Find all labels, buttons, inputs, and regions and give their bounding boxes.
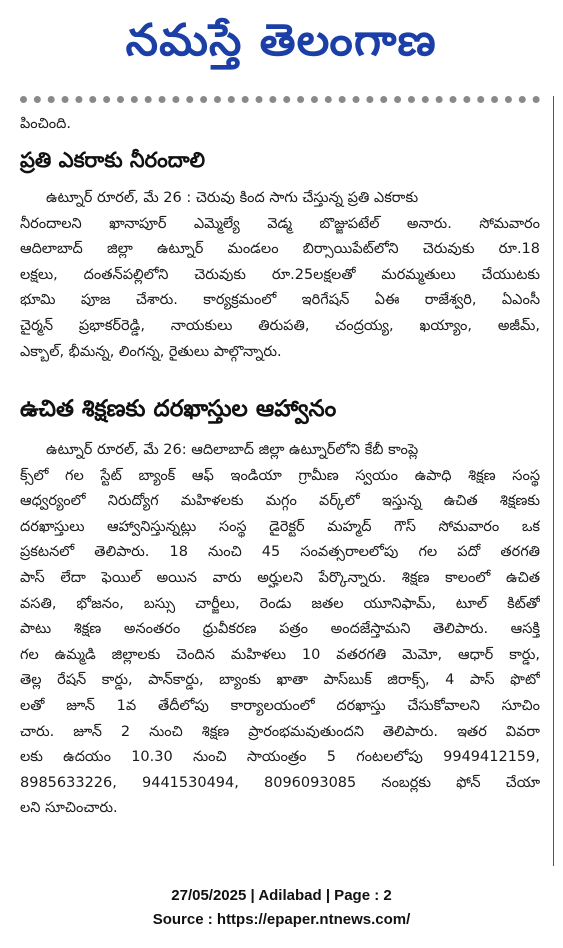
story1-line: ఎక్బాల్, భీమన్న, లింగన్న, రైతులు పాల్గొన్నారు. — [20, 343, 282, 360]
story2-line: చారు. జూన్ 2 నుంచి శిక్షణ ప్రారంభమవుతుందని తెలిపారు. ఇతర వివరా — [20, 723, 540, 740]
fragment-line: పించింది. — [20, 116, 71, 132]
story1-headline: ప్రతి ఎకరాకు నీరందాలి — [20, 148, 205, 172]
footer-date-edition: 27/05/2025 | Adilabad | Page : 2 — [171, 887, 392, 904]
story1-line: ఆదిలాబాద్ జిల్లా ఉట్నూర్ మండలం బిర్సాయిపేట్‌లోని చెరువుకు రూ.18 — [20, 241, 540, 258]
story2-body — [20, 438, 540, 822]
story2-headline: ఉచిత శిక్షణకు దరఖాస్తుల ఆహ్వానం — [20, 396, 337, 422]
story2-line: వసతి, భోజనం, బస్సు చార్జీలు, రెండు జతల యూనిఫామ్, టూల్ కిట్‌తో — [20, 595, 540, 612]
story2-line: లతో జూన్ 1వ తేదీలోపు కార్యాలయంలో దరఖాస్తు చేసుకోవాలని సూచిం — [20, 697, 540, 714]
story2-line: గల ఉమ్మడి జిల్లాలకు చెందిన మహిళలు 10 వతరగతి మెమో, ఆధార్ కార్డు, — [20, 646, 540, 663]
story1-line: భూమి పూజ చేశారు. కార్యక్రమంలో ఇరిగేషన్ ఏఈ రాజేశ్వరి, ఏఎంసీ — [20, 292, 540, 309]
story2-line: దరఖాస్తులు ఆహ్వానిస్తున్నట్లు సంస్థ డైరెక్టర్ మహ్మద్ గౌస్ సోమవారం ఒక — [20, 518, 540, 535]
story1-line: నీరందాలని ఖానాపూర్ ఎమ్మెల్యే వెడ్మ బొజ్జుపటేల్ అనారు. సోమవారం — [20, 215, 540, 232]
previous-article-fragment — [20, 112, 540, 138]
story2-line: లని సూచించారు. — [20, 800, 118, 817]
story2-line: పాస్ లేదా ఫెయిల్ అయిన వారు అర్హులని పేర్కొన్నారు. శిక్షణ కాలంలో ఉచిత — [20, 569, 540, 586]
newspaper-clipping — [8, 96, 554, 866]
story1-line: ఉట్నూర్ రూరల్, మే 26 : చెరువు కింద సాగు చేస్తున్న ప్రతి ఎకరాకు — [46, 190, 419, 206]
story2-line: 8985633226, 9441530494, 8096093085 నంబర్లకు ఫోన్ చేయా — [20, 774, 540, 791]
story2-line: ఆధ్వర్యంలో నిరుద్యోగ మహిళలకు మగ్గం వర్క్‌లో ఇస్తున్న ఉచిత శిక్షణకు — [20, 493, 540, 510]
story1-line: లక్షలు, దంతన్‌పల్లిలోని చెరువుకు రూ.25లక్షలతో మరమ్మతులు చేయుటకు — [20, 266, 540, 283]
story2-line: ప్రకటనలో తెలిపారు. 18 నుంచి 45 సంవత్సరాలలోపు గల పదో తరగతి — [20, 544, 540, 561]
story2-line: పాటు శిక్షణ అనంతరం ధ్రువీకరణ పత్రం అందజేస్తామని తెలిపారు. ఆసక్తి — [20, 621, 540, 638]
story2-line: ఉట్నూర్ రూరల్, మే 26: ఆదిలాబాద్ జిల్లా ఉట్నూర్‌లోని కేబీ కాంప్లె — [46, 442, 419, 458]
story1-body — [20, 186, 540, 365]
story2-line: తెల్ల రేషన్ కార్డు, పాన్‌కార్డు, బ్యాంకు ఖాతా పాస్‌బుక్ జిరాక్స్, 4 పాస్ ఫొటో — [20, 672, 540, 689]
story2-line: క్స్‌లో గల స్టేట్ బ్యాంక్ ఆఫ్ ఇండియా గ్రామీణ స్వయం ఉపాధి శిక్షణ సంస్థ — [20, 467, 540, 484]
masthead — [0, 0, 563, 92]
story1-line: చైర్మన్ ప్రభాకర్‌రెడ్డి, నాయకులు తిరుపతి, చంద్రయ్య, ఖయ్యాం, అజీమ్, — [20, 317, 540, 334]
story2-line: లకు ఉదయం 10.30 నుంచి సాయంత్రం 5 గంటలలోపు 9949412159, — [20, 749, 540, 766]
torn-text-edge — [20, 96, 540, 113]
newspaper-logo: నమస్తే తెలంగాణ — [125, 15, 438, 66]
footer-source: Source : https://epaper.ntnews.com/ — [152, 911, 411, 928]
